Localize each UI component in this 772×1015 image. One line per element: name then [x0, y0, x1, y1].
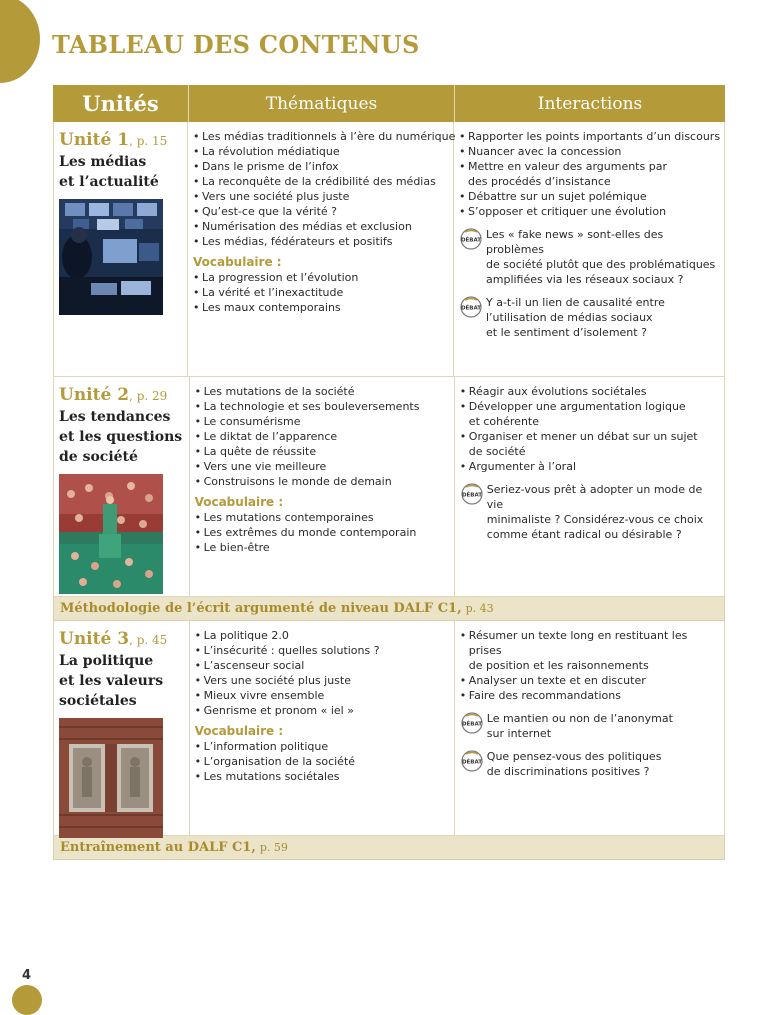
list-item: • Résumer un texte long en restituant les prises de position et les raisonnements — [460, 628, 720, 673]
badge-text: DÉBAT — [460, 237, 482, 244]
newsroom-photo — [59, 199, 163, 315]
vocab-list — [195, 739, 450, 784]
debate-text: Le mantien ou non de l’anonymat sur internet — [486, 712, 673, 740]
statues-facade-photo — [59, 718, 163, 838]
debate-item — [460, 749, 720, 779]
unit-page: , p. 15 — [129, 134, 168, 148]
unit-title-line: et les valeurs — [59, 673, 164, 689]
unit-heading[interactable] — [59, 130, 187, 151]
list-item: • S’opposer et critiquer une évolution — [459, 204, 720, 219]
debate-item — [460, 711, 720, 741]
list-item: • Mieux vivre ensemble — [195, 688, 450, 703]
list-item: • L’information politique — [195, 739, 450, 754]
vocab-heading: Vocabulaire : — [194, 495, 284, 509]
list-item: • Développer une argumentation logique et cohérente — [460, 399, 720, 429]
corner-decoration-bottom — [12, 985, 42, 1015]
vocab-heading: Vocabulaire : — [194, 724, 284, 738]
debate-text: Que pensez-vous des politiques de discriminations positives ? — [486, 750, 662, 778]
debate-item — [459, 295, 720, 340]
list-item: • Argumenter à l’oral — [460, 459, 720, 474]
themes-list — [195, 384, 450, 489]
debat-badge-icon — [461, 483, 483, 509]
list-item: • Réagir aux évolutions sociétales — [460, 384, 720, 399]
list-item: • La vérité et l’inexactitude — [193, 285, 449, 300]
list-item: • L’ascenseur social — [195, 658, 450, 673]
training-band[interactable] — [53, 836, 725, 860]
unit-heading[interactable] — [59, 629, 189, 650]
unit-row-1 — [53, 122, 725, 377]
list-item: • Les maux contemporains — [193, 300, 449, 315]
themes-cell — [188, 122, 454, 376]
vocab-heading: Vocabulaire : — [193, 255, 282, 269]
list-item: • L’organisation de la société — [195, 754, 450, 769]
interactions-cell — [454, 122, 724, 376]
debate-text: Y a-t-il un lien de causalité entre l’utilisation de médias sociaux et le sentiment d’isolement ? — [486, 296, 665, 339]
debat-badge-icon — [460, 228, 482, 254]
unit-cell — [54, 621, 190, 835]
debat-badge-icon — [461, 712, 483, 738]
themes-cell — [190, 621, 455, 835]
list-item: • Nuancer avec la concession — [459, 144, 720, 159]
list-item: • Rapporter les points importants d’un discours — [459, 129, 720, 144]
debate-text: Les « fake news » sont-elles des problèmes de société plutôt que des problématiques amplifiées via les réseaux sociaux ? — [486, 228, 716, 286]
list-item: • La quête de réussite — [195, 444, 450, 459]
debat-badge-icon — [461, 750, 483, 776]
list-item: • Dans le prisme de l’infox — [193, 159, 449, 174]
list-item: • Analyser un texte et en discuter — [460, 673, 720, 688]
list-item: • La technologie et ses bouleversements — [195, 399, 450, 414]
list-item: • Qu’est-ce que la vérité ? — [193, 204, 449, 219]
list-item: • Le consumérisme — [195, 414, 450, 429]
badge-text: DÉBAT — [461, 759, 482, 766]
badge-text: DÉBAT — [461, 721, 482, 728]
vocab-list — [193, 270, 449, 315]
unit-title-line: Les médias — [59, 154, 147, 170]
themes-list — [193, 129, 456, 249]
list-item: • Numérisation des médias et exclusion — [193, 219, 449, 234]
list-item: • Débattre sur un sujet polémique — [459, 189, 720, 204]
list-item: • Les extrêmes du monde contemporain — [195, 525, 450, 540]
list-item: • Construisons le monde de demain — [195, 474, 450, 489]
list-item: • Le bien-être — [195, 540, 450, 555]
interactions-list — [460, 628, 720, 703]
unit-row-3 — [53, 621, 725, 836]
unit-title-line: Les tendances — [59, 409, 171, 425]
unit-title-line: et les questions — [59, 429, 183, 445]
debat-badge-icon — [460, 296, 482, 322]
unit-cell — [54, 377, 190, 596]
contents-table — [53, 85, 725, 860]
list-item: • Faire des recommandations — [460, 688, 720, 703]
list-item: • La politique 2.0 — [195, 628, 450, 643]
themes-list — [195, 628, 450, 718]
header-units: Unités — [53, 85, 189, 122]
unit-row-2 — [53, 377, 725, 597]
list-item: • Les médias, fédérateurs et positifs — [193, 234, 449, 249]
unit-cell — [54, 122, 188, 376]
list-item: • Les mutations sociétales — [195, 769, 450, 784]
corner-decoration-top — [0, 0, 40, 83]
list-item: • Mettre en valeur des arguments par des procédés d’insistance — [459, 159, 720, 189]
list-item: • La reconquête de la crédibilité des médias — [193, 174, 449, 189]
unit-label: Unité 1 — [59, 130, 130, 150]
band-label: Entraînement au DALF C1, — [60, 840, 256, 855]
band-label: Méthodologie de l’écrit argumenté de niveau DALF C1, — [60, 601, 462, 616]
debate-item — [459, 227, 720, 287]
badge-text: DÉBAT — [460, 305, 482, 312]
interactions-list — [460, 384, 720, 474]
list-item: • La révolution médiatique — [193, 144, 449, 159]
debate-item — [460, 482, 720, 542]
unit-heading[interactable] — [59, 385, 189, 406]
unit-page: , p. 45 — [129, 633, 168, 647]
interactions-list — [459, 129, 720, 219]
header-themes: Thématiques — [189, 85, 455, 122]
list-item: • Organiser et mener un débat sur un sujet de société — [460, 429, 720, 459]
unit-title — [59, 651, 189, 711]
page-title: TABLEAU DES CONTENUS — [52, 30, 420, 59]
interactions-cell — [455, 377, 724, 596]
list-item: • Les médias traditionnels à l’ère du numérique — [193, 129, 449, 144]
themes-cell — [190, 377, 455, 596]
vocab-list — [195, 510, 450, 555]
list-item: • Les mutations de la société — [195, 384, 450, 399]
list-item: • La progression et l’évolution — [193, 270, 449, 285]
methodology-band[interactable] — [53, 597, 725, 621]
unit-title — [59, 407, 189, 467]
badge-text: DÉBAT — [461, 492, 482, 499]
unit-title-line: La politique — [59, 653, 154, 669]
list-item: • Genrisme et pronom « iel » — [195, 703, 450, 718]
list-item: • Vers une vie meilleure — [195, 459, 450, 474]
page-number: 4 — [22, 968, 32, 983]
unit-title-line: sociétales — [59, 693, 137, 709]
list-item: • Vers une société plus juste — [195, 673, 450, 688]
unit-label: Unité 3 — [59, 629, 130, 649]
unit-page: , p. 29 — [129, 389, 168, 403]
list-item: • L’insécurité : quelles solutions ? — [195, 643, 450, 658]
human-tower-photo — [59, 474, 163, 594]
list-item: • Les mutations contemporaines — [195, 510, 450, 525]
band-page: p. 59 — [259, 841, 288, 854]
unit-title-line: de société — [59, 449, 138, 465]
debate-text: Seriez-vous prêt à adopter un mode de vie minimaliste ? Considérez-vous ce choix comme étant radical ou désirable ? — [486, 483, 704, 541]
interactions-cell — [455, 621, 724, 835]
unit-title-line: et l’actualité — [59, 174, 159, 190]
band-page: p. 43 — [465, 602, 494, 615]
list-item: • Le diktat de l’apparence — [195, 429, 450, 444]
table-header — [53, 85, 725, 122]
unit-label: Unité 2 — [59, 385, 130, 405]
list-item: • Vers une société plus juste — [193, 189, 449, 204]
unit-title — [59, 152, 187, 192]
header-interactions: Interactions — [537, 93, 643, 114]
